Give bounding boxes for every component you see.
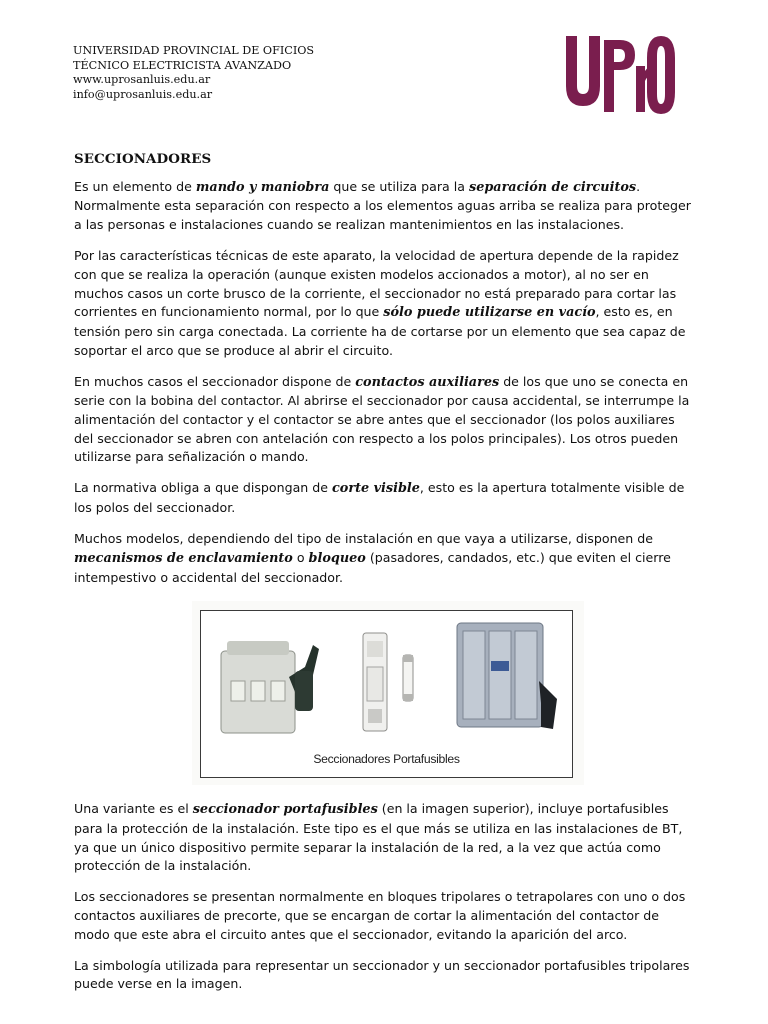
paragraph xyxy=(74,247,696,360)
website-text: www.uprosanluis.edu.ar xyxy=(73,73,211,87)
emphasis-term: seccionador portafusibles xyxy=(192,802,378,818)
emphasis-term: corte visible xyxy=(332,481,420,497)
paragraph xyxy=(74,957,696,994)
paragraph-text: La simbología utilizada para representar un seccionador y un seccionador portafusibles tripolares puede verse en la imagen. xyxy=(74,957,690,992)
paragraph xyxy=(74,888,696,944)
emphasis-term: contactos auxiliares xyxy=(355,374,500,390)
emphasis-term: separación de circuitos xyxy=(468,179,637,195)
figure-frame xyxy=(200,610,573,778)
document-header xyxy=(73,44,533,102)
paragraphs-before-figure xyxy=(74,178,696,588)
paragraph xyxy=(74,373,696,468)
paragraph xyxy=(74,800,696,876)
figure-caption: Seccionadores Portafusibles xyxy=(313,751,460,766)
upro-logo-mark xyxy=(562,30,676,114)
document-body xyxy=(74,150,696,1006)
paragraph-text: Por las características técnicas de este aparato, la velocidad de apertura depende de la rapidez con que se realiza la operación (aunque existen modelos accionados a motor), al no ser en muchos casos un corte brusco de la corriente, el seccionador no está preparado para cortar las corrientes en funcionamiento normal, por lo que xyxy=(74,248,679,320)
paragraph-text: (pasadores, candados, etc.) que eviten el cierre intempestivo o accidental del seccionador. xyxy=(74,549,671,585)
paragraph-text: Los seccionadores se presentan normalmente en bloques tripolares o tetrapolares con uno o dos contactos auxiliares de precorte, que se encargan de cortar la alimentación del contactor de modo que este abra el circuito antes que el seccionador, evitando la aparición del arco. xyxy=(74,889,686,942)
figure-seccionadores-portafusibles xyxy=(192,601,584,785)
paragraph-text: o xyxy=(292,549,309,565)
institution-name: UNIVERSIDAD PROVINCIAL DE OFICIOS xyxy=(73,44,315,57)
paragraphs-after-figure xyxy=(74,800,696,994)
emphasis-term: mando y maniobra xyxy=(195,179,330,195)
paragraph-text: En muchos casos el seccionador dispone de xyxy=(74,373,356,389)
tripolar-fuse-disconnector-image xyxy=(457,623,557,729)
paragraph-text: de los que uno se conecta en serie con la bobina del contactor. Al abrirse el seccionador por causa accidental, se interrumpe la alimentación del contactor y el contactor se abre antes que el seccionador (los polos auxiliares del seccionador se abren con antelación con respecto a los polos principales). Los otros pueden utilizarse para señalización o mando. xyxy=(74,373,690,465)
paragraph-text: que se utiliza para la xyxy=(329,178,469,194)
paragraph-text: Una variante es el xyxy=(74,801,193,817)
paragraph xyxy=(74,479,696,517)
email-text: info@uprosanluis.edu.ar xyxy=(73,87,213,101)
section-title: SECCIONADORES xyxy=(74,151,212,167)
paragraph-text: Muchos modelos, dependiendo del tipo de instalación en que vaya a utilizarse, disponen de xyxy=(74,531,654,547)
paragraph-text: . Normalmente esta separación con respecto a los elementos aguas arriba se realiza para proteger a las personas e instalaciones cuando se realizan mantenimientos en las instalaciones. xyxy=(74,178,691,233)
fuse-holder-image xyxy=(363,633,413,731)
upro-logo xyxy=(562,30,676,118)
paragraph-text: Es un elemento de xyxy=(74,178,196,194)
course-name: TÉCNICO ELECTRICISTA AVANZADO xyxy=(73,58,292,72)
switch-disconnector-image xyxy=(221,641,319,733)
emphasis-term: mecanismos de enclavamiento xyxy=(74,550,293,566)
paragraph-text: (en la imagen superior), incluye portafusibles para la protección de la instalación. Este tipo es el que más se utiliza en las instalaciones de BT, ya que un único dispositivo permite separar la instalación de la red, a la vez que actúa como protección de la instalación. xyxy=(74,801,683,874)
paragraph-text: , esto es, en tensión pero sin carga conectada. La corriente ha de cortarse por un elemento que sea capaz de soportar el arco que se produce al abrir el circuito. xyxy=(74,304,686,358)
paragraph xyxy=(74,530,696,587)
paragraph-text: , esto es la apertura totalmente visible de los polos del seccionador. xyxy=(74,480,685,516)
emphasis-term: bloqueo xyxy=(308,550,366,566)
emphasis-term: sólo puede utilizarse en vacío xyxy=(383,305,596,321)
paragraph-text: La normativa obliga a que dispongan de xyxy=(74,480,333,496)
paragraph xyxy=(74,178,696,235)
